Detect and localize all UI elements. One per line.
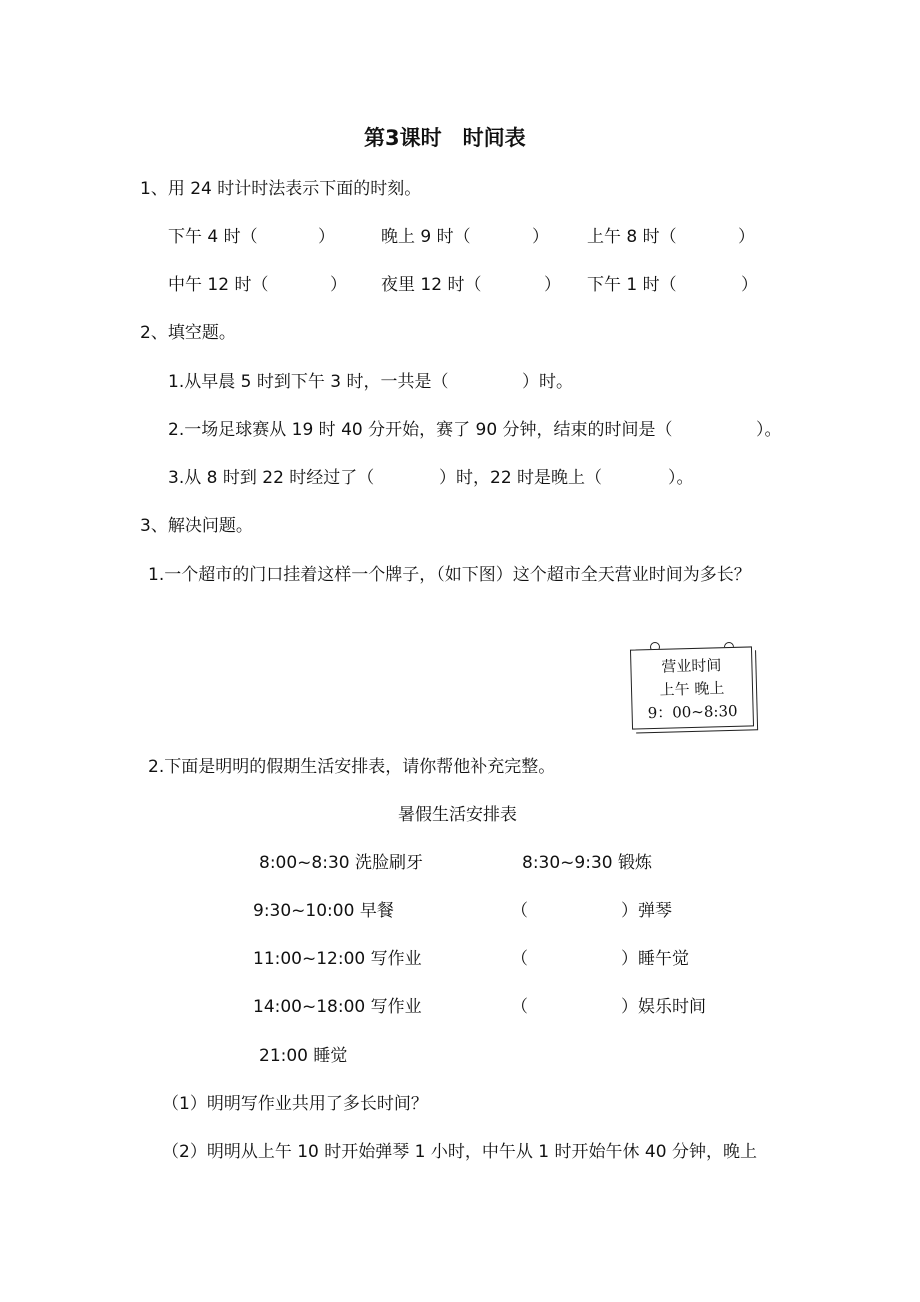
sign-line-1: 营业时间 <box>661 656 722 676</box>
schedule-r4-open: （ <box>511 997 528 1017</box>
schedule-r4-right: 娱乐时间 <box>638 997 706 1017</box>
s1-item-5-close: ） <box>544 275 561 295</box>
s1-item-6-close: ） <box>741 275 758 295</box>
s1-item-6: 下午 1 时（ <box>587 275 677 295</box>
s3-sub-1: （1）明明写作业共用了多长时间？ <box>162 1094 428 1114</box>
s2-q2-b: ）。 <box>756 420 782 440</box>
s1-item-1-close: ） <box>318 227 335 247</box>
schedule-title: 暑假生活安排表 <box>398 805 517 825</box>
s1-item-3-close: ） <box>738 227 755 247</box>
s1-item-2-close: ） <box>532 227 549 247</box>
schedule-r2-left: 9:30~10:00 早餐 <box>253 901 394 921</box>
sign-board <box>630 646 754 729</box>
schedule-r2-close: ） <box>621 901 638 921</box>
schedule-r3-close: ） <box>621 949 638 969</box>
s3-q1: 1.一个超市的门口挂着这样一个牌子，（如下图）这个超市全天营业时间为多长？ <box>148 565 751 585</box>
schedule-r5-left: 21:00 睡觉 <box>259 1046 348 1066</box>
s2-q3-b: ）时，22 时是晚上（ <box>439 468 603 488</box>
schedule-r3-open: （ <box>511 949 528 969</box>
schedule-r3-left: 11:00~12:00 写作业 <box>253 949 422 969</box>
sign-line-3: 9：00~8:30 <box>647 701 738 723</box>
s3-q2: 2.下面是明明的假期生活安排表，请你帮他补充完整。 <box>148 757 556 777</box>
section-3-heading: 3、解决问题。 <box>140 516 253 536</box>
schedule-r1-left: 8:00~8:30 洗脸刷牙 <box>259 853 423 873</box>
section-1-heading: 1、用 24 时计时法表示下面的时刻。 <box>140 179 422 199</box>
s2-q3-c: ）。 <box>668 468 694 488</box>
schedule-r3-right: 睡午觉 <box>638 949 689 969</box>
s2-q1-b: ）时。 <box>522 372 573 392</box>
s2-q1-a: 1.从早晨 5 时到下午 3 时，一共是（ <box>168 372 449 392</box>
s1-item-5: 夜里 12 时（ <box>381 275 482 295</box>
schedule-r4-close: ） <box>621 997 638 1017</box>
s1-item-2: 晚上 9 时（ <box>381 227 471 247</box>
s2-q3-a: 3.从 8 时到 22 时经过了（ <box>168 468 375 488</box>
sign-line-2: 上午 晚上 <box>659 679 725 699</box>
s1-item-4: 中午 12 时（ <box>168 275 269 295</box>
s1-item-1: 下午 4 时（ <box>168 227 258 247</box>
schedule-r2-right: 弹琴 <box>638 901 672 921</box>
s1-item-3: 上午 8 时（ <box>587 227 677 247</box>
schedule-r4-left: 14:00~18:00 写作业 <box>253 997 422 1017</box>
schedule-r2-open: （ <box>511 901 528 921</box>
section-2-heading: 2、填空题。 <box>140 323 236 343</box>
schedule-r1-right: 8:30~9:30 锻炼 <box>522 853 652 873</box>
page-title: 第3课时 时间表 <box>364 126 526 150</box>
s2-q2-a: 2.一场足球赛从 19 时 40 分开始，赛了 90 分钟，结束的时间是（ <box>168 420 673 440</box>
s1-item-4-close: ） <box>330 275 347 295</box>
s3-sub-2: （2）明明从上午 10 时开始弹琴 1 小时，中午从 1 时开始午休 40 分钟，晚上 <box>162 1142 757 1162</box>
